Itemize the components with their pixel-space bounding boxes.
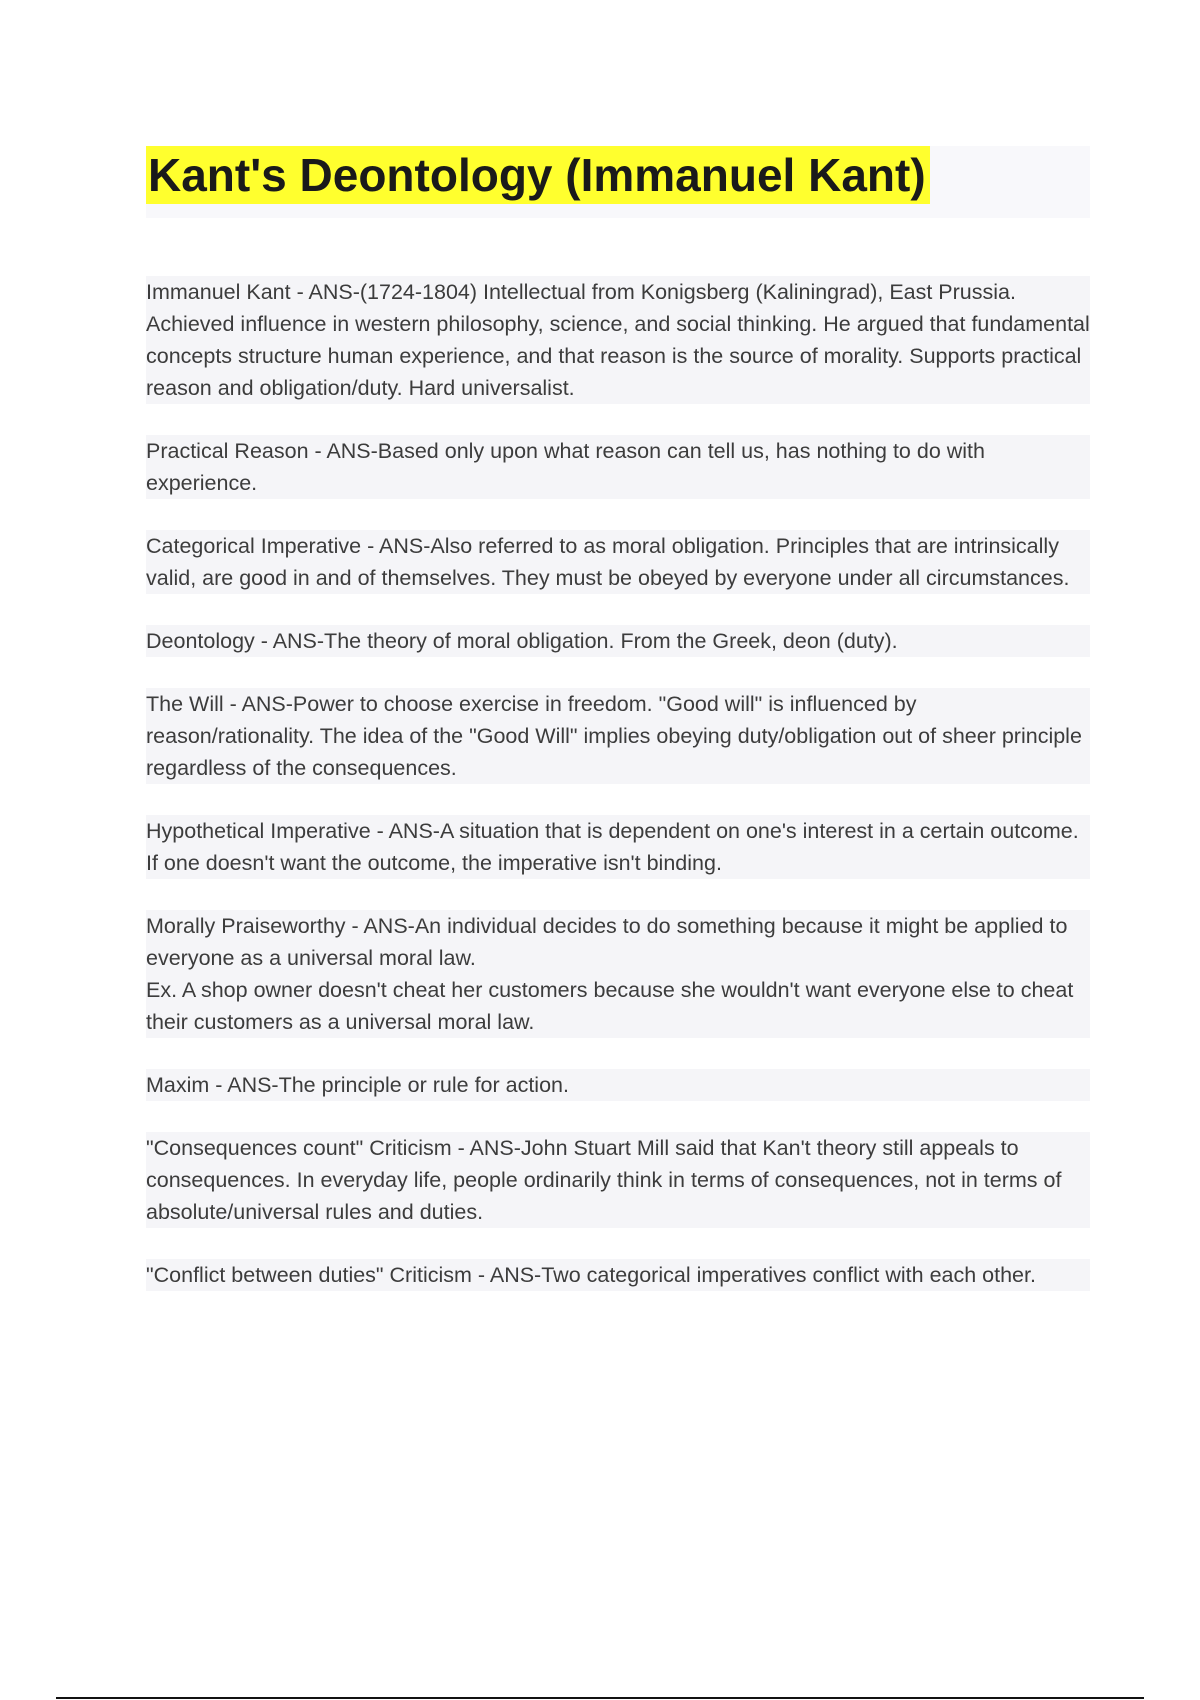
entry-morally-praiseworthy [146,910,1090,1038]
entry-deontology [146,625,1090,657]
entry-text-continued: If one doesn't want the outcome, the imperative isn't binding. [146,847,1090,879]
entry-conflict-between-duties-criticism [146,1259,1090,1291]
entry-text: Maxim - ANS-The principle or rule for action. [146,1069,1090,1101]
entry-hypothetical-imperative [146,815,1090,879]
entry-maxim [146,1069,1090,1101]
entry-text: Categorical Imperative - ANS-Also referred to as moral obligation. Principles that are intrinsically valid, are good in and of themselves. They must be obeyed by everyone under all circumstances. [146,530,1090,594]
entry-text: Morally Praiseworthy - ANS-An individual decides to do something because it might be applied to everyone as a universal moral law. [146,910,1090,974]
entry-practical-reason [146,435,1090,499]
entry-immanuel-kant [146,276,1090,404]
title-block [146,146,1090,218]
page-title: Kant's Deontology (Immanuel Kant) [146,146,930,204]
flashcard-list [146,276,1090,1322]
entry-the-will [146,688,1090,784]
entry-text: Immanuel Kant - ANS-(1724-1804) Intellectual from Konigsberg (Kaliningrad), East Prussia. Achieved influence in western philosophy, science, and social thinking. He argued that fundamental concepts structure human experience, and that reason is the source of morality. Supports practical reason and obligation/duty. Hard universalist. [146,276,1090,404]
entry-text: Deontology - ANS-The theory of moral obligation. From the Greek, deon (duty). [146,625,1090,657]
entry-consequences-count-criticism [146,1132,1090,1228]
entry-text-continued: Ex. A shop owner doesn't cheat her customers because she wouldn't want everyone else to cheat their customers as a universal moral law. [146,974,1090,1038]
entry-text: Hypothetical Imperative - ANS-A situation that is dependent on one's interest in a certain outcome. [146,815,1090,847]
entry-text: The Will - ANS-Power to choose exercise in freedom. "Good will" is influenced by reason/rationality. The idea of the "Good Will" implies obeying duty/obligation out of sheer principle regardless of the consequences. [146,688,1090,784]
entry-text: "Consequences count" Criticism - ANS-John Stuart Mill said that Kan't theory still appeals to consequences. In everyday life, people ordinarily think in terms of consequences, not in terms of absolute/universal rules and duties. [146,1132,1090,1228]
entry-categorical-imperative [146,530,1090,594]
page-bottom-divider [56,1697,1144,1699]
entry-text: Practical Reason - ANS-Based only upon what reason can tell us, has nothing to do with experience. [146,435,1090,499]
entry-text: "Conflict between duties" Criticism - ANS-Two categorical imperatives conflict with each other. [146,1259,1090,1291]
